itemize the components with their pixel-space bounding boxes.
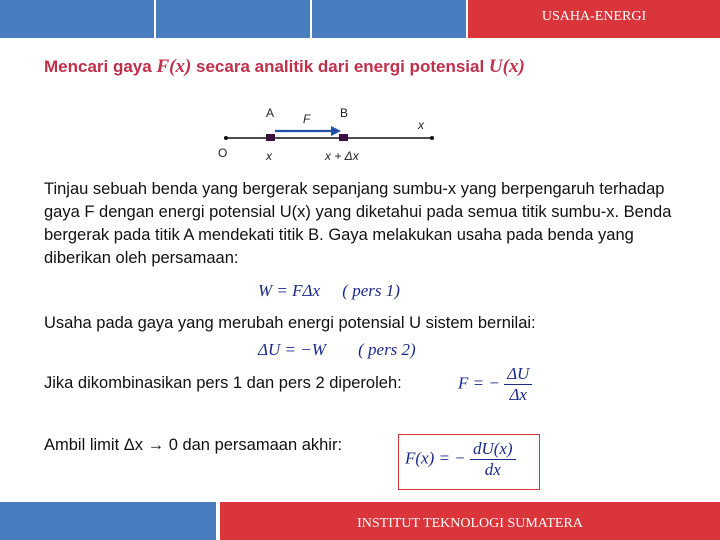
title-energy-symbol: U(x) — [488, 56, 525, 77]
axis-end-point — [430, 136, 434, 140]
equation-4 — [405, 439, 516, 480]
paragraph-2: Usaha pada gaya yang merubah energi potensial U sistem bernilai: — [44, 314, 536, 332]
label-x: x — [266, 149, 272, 163]
footer-block-right — [220, 502, 720, 540]
equation-2-tag: ( pers 2) — [358, 340, 416, 359]
final-equation-box — [398, 434, 540, 490]
equation-3 — [458, 364, 532, 405]
title-force-symbol: F(x) — [156, 56, 192, 77]
equation-3-numerator: ΔU — [504, 364, 532, 385]
origin-point — [224, 136, 228, 140]
paragraph-1: Tinjau sebuah benda yang bergerak sepanjang sumbu-x yang berpengaruh terhadap gaya F dengan energi potensial U(x) yang diketahui pada semua titik sumbu-x. Benda bergerak pada titik A mendekati titik B. Gaya melakukan usaha pada benda yang diberikan oleh persamaan: — [44, 180, 672, 267]
equation-2-body: ΔU = −W — [258, 340, 326, 359]
title-middle: secara analitik dari energi potensial — [191, 57, 489, 76]
equation-4-lhs: F(x) = − — [405, 448, 466, 468]
equation-3-lhs: F = − — [458, 373, 500, 393]
point-A-marker — [266, 134, 275, 141]
equation-4-numerator: dU(x) — [470, 439, 516, 460]
paragraph-3: Jika dikombinasikan pers 1 dan pers 2 diperoleh: — [44, 374, 402, 392]
header-title: USAHA-ENERGI — [541, 9, 647, 24]
equation-3-fraction — [504, 364, 532, 405]
point-B-marker — [339, 134, 348, 141]
label-x-plus-dx: x + Δx — [325, 149, 359, 163]
equation-1-tag: ( pers 1) — [342, 281, 400, 300]
motion-diagram — [0, 0, 720, 170]
title-prefix: Mencari gaya — [44, 57, 157, 76]
label-origin: O — [218, 146, 228, 160]
equation-4-fraction — [470, 439, 516, 480]
label-F: F — [303, 112, 311, 126]
equation-1-body: W = FΔx — [258, 281, 321, 300]
equation-2 — [258, 340, 416, 360]
footer-text: INSTITUT TEKNOLOGI SUMATERA — [357, 516, 583, 531]
label-A: A — [266, 106, 275, 120]
label-B: B — [340, 106, 349, 120]
equation-3-denominator: Δx — [509, 385, 527, 404]
paragraph-4: Ambil limit Δx → 0 dan persamaan akhir: — [44, 436, 343, 454]
footer-block-left — [0, 502, 218, 540]
equation-4-denominator: dx — [484, 460, 501, 479]
equation-1 — [258, 281, 400, 301]
label-axis-x: x — [418, 118, 424, 132]
